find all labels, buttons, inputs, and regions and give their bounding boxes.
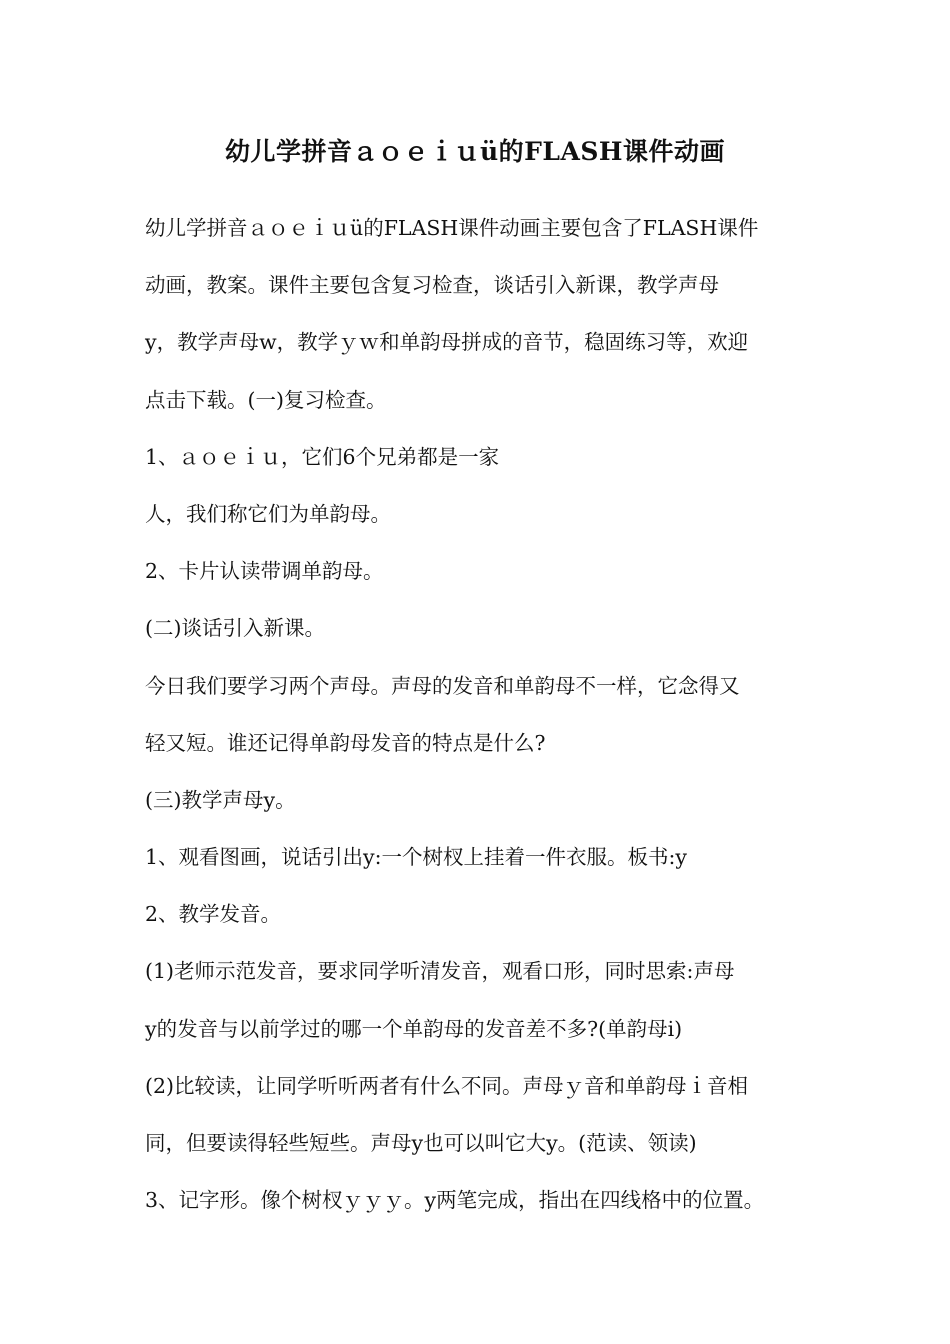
body-line: 点击下载。(一)复习检查。 — [145, 387, 387, 412]
body-line: 动画，教案。课件主要包含复习检查，谈话引入新课，教学声母 — [145, 273, 719, 298]
body-line: 幼儿学拼音ａｏｅｉｕü的FLASH课件动画主要包含了FLASH课件 — [145, 216, 759, 240]
body-line: 轻又短。谁还记得单韵母发音的特点是什么? — [145, 730, 546, 755]
body-line: y，教学声母w，教学ｙｗ和单韵母拼成的音节，稳固练习等，欢迎 — [145, 330, 749, 355]
body-line: 1、ａｏｅｉｕ，它们6个兄弟都是一家 — [145, 444, 500, 469]
body-line: 2、卡片认读带调单韵母。 — [145, 559, 384, 584]
body-line: (三)教学声母y。 — [145, 787, 296, 812]
body-line: (二)谈话引入新课。 — [145, 616, 325, 641]
body-line: 同，但要读得轻些短些。声母y也可以叫它大y。(范读、领读) — [145, 1131, 697, 1155]
document-body — [145, 200, 810, 1229]
document-title: 幼儿学拼音ａｏｅｉｕü的FLASH课件动画 — [224, 137, 726, 166]
body-line: 今日我们要学习两个声母。声母的发音和单韵母不一样，它念得又 — [145, 673, 740, 698]
body-line: y的发音与以前学过的哪一个单韵母的发音差不多?(单韵母i) — [145, 1016, 683, 1041]
body-line: 人，我们称它们为单韵母。 — [145, 501, 391, 526]
body-line: 3、记字形。像个树杈ｙｙｙ。y两笔完成，指出在四线格中的位置。 — [145, 1188, 765, 1213]
body-line: (1)老师示范发音，要求同学听清发音，观看口形，同时思索:声母 — [145, 959, 735, 984]
body-line: (2)比较读，让同学听听两者有什么不同。声母ｙ音和单韵母ｉ音相 — [145, 1073, 749, 1098]
body-line: 2、教学发音。 — [145, 902, 282, 927]
body-line: 1、观看图画，说话引出y:一个树杈上挂着一件衣服。板书:y — [145, 845, 688, 870]
